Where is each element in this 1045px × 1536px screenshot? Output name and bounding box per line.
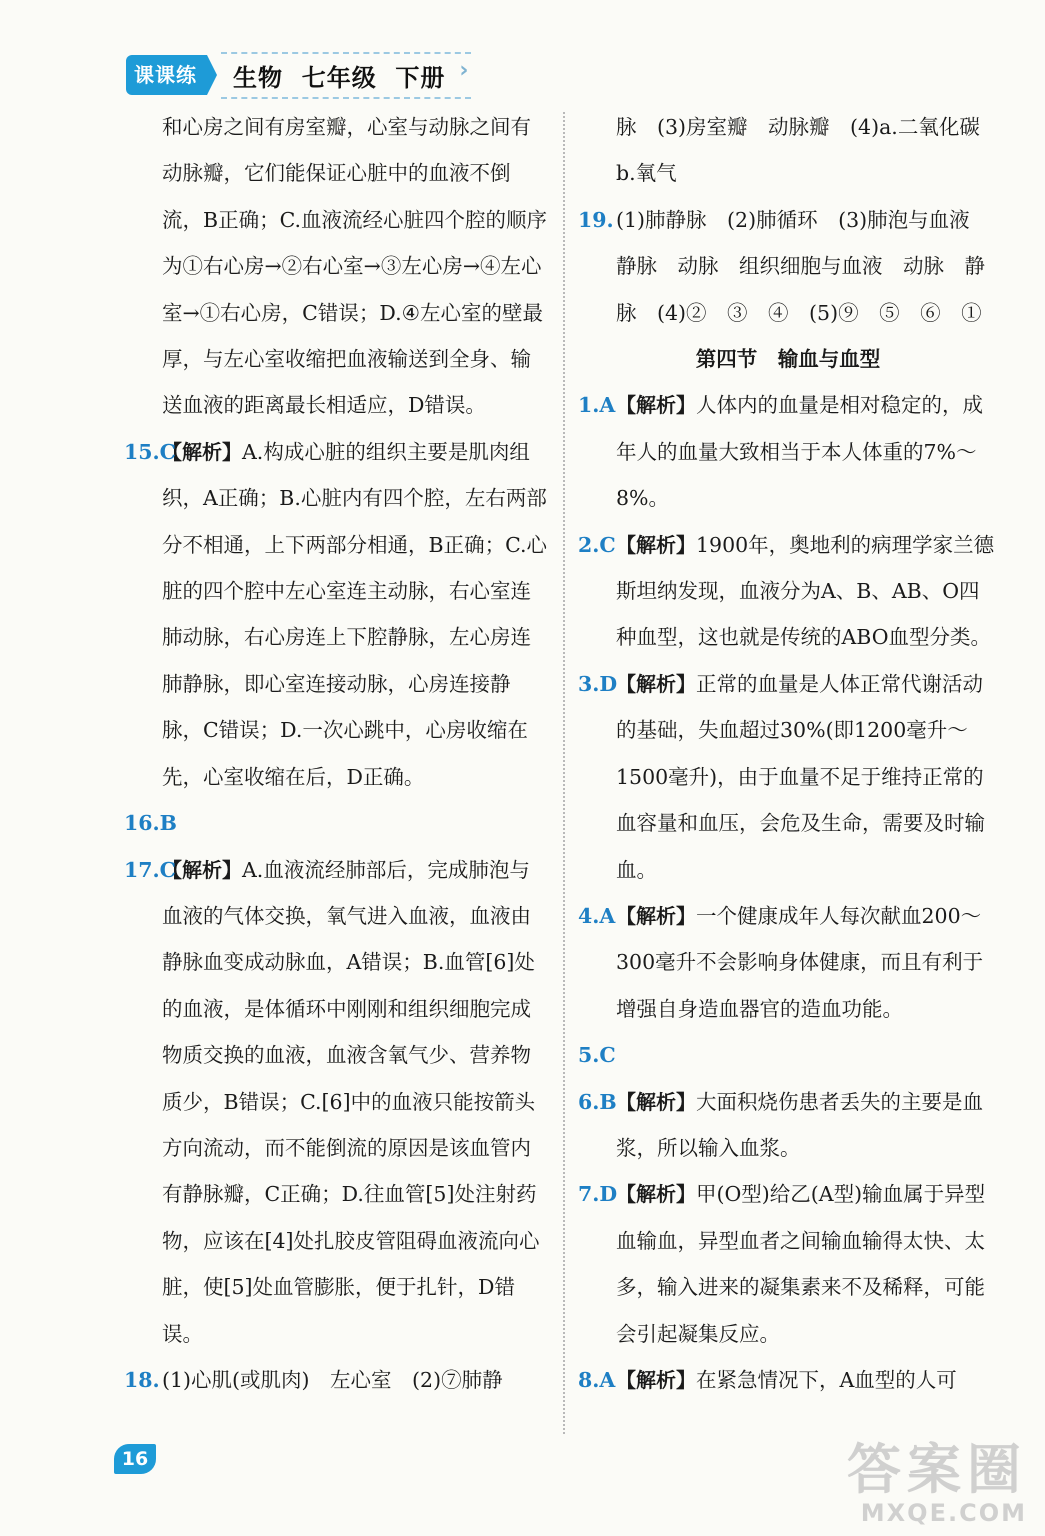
item-number: 1.A — [578, 393, 616, 418]
item-text: A.血液流经肺部后，完成肺泡与血液的气体交换，氧气进入血液，血液由静脉血变成动脉血，A错误；B.血管[6]处的血液，是体循环中刚刚和组织细胞完成物质交换的血液，血液含氧气少、营养物质少，B错误；C.[6]中的血液只能按箭头方向流动，而不能倒流的原因是该血管内有静脉瓣，C正确；D.往血管[5]处注射药物，应该在[4]处扎胶皮管阻碍血液流向心脏，使[5]处血管膨胀，便于扎针，D错误。 — [162, 857, 540, 1346]
item-text: 1900年，奥地利的病理学家兰德斯坦纳发现，血液分为A、B、AB、O四种血型，这也就是传统的ABO血型分类。 — [616, 532, 995, 650]
answer-item-2 — [578, 522, 998, 661]
item-text: (1)肺静脉 (2)肺循环 (3)肺泡与血液 静脉 动脉 组织细胞与血液 动脉 静脉 (4)② ③ ④ (5)⑨ ⑤ ⑥ ① — [616, 207, 991, 325]
analysis-label: 【解析】 — [162, 439, 242, 464]
continuation-text: 脉 (3)房室瓣 动脉瓣 (4)a.二氧化碳 b.氧气 — [616, 115, 1001, 186]
page-header — [126, 52, 471, 98]
analysis-label: 【解析】 — [162, 857, 242, 882]
column-divider — [563, 112, 565, 1434]
answer-item-3 — [578, 661, 998, 893]
item-text: (1)心肌(或肌肉) 左心室 (2)⑦肺静 — [162, 1367, 503, 1392]
answer-item-5 — [578, 1032, 998, 1078]
continuation-text: 和心房之间有房室瓣，心室与动脉之间有动脉瓣，它们能保证心脏中的血液不倒流，B正确；C.血液流经心脏四个腔的顺序为①右心房→②右心室→③左心房→④左心室→①右心房，C错误；D.④左心室的壁最厚，与左心室收缩把血液输送到全身、输送血液的距离最长相适应，D错误。 — [162, 115, 548, 418]
item-text: A.构成心脏的组织主要是肌肉组织，A正确；B.心脏内有四个腔，左右两部分不相通，上下两部分相通，B正确；C.心脏的四个腔中左心室连主动脉，右心室连肺动脉，右心房连上下腔静脉，左心房连肺静脉，即心室连接动脉，心房连接静脉，C错误；D.一次心跳中，心房收缩在先，心室收缩在后，D正确。 — [162, 439, 548, 789]
item-number: 8.A — [578, 1367, 616, 1392]
series-badge: 课课练 — [126, 55, 207, 95]
item-number: 2.C — [578, 532, 616, 557]
item-number: 17.C — [124, 857, 176, 882]
item-text: 大面积烧伤患者丢失的主要是血浆，所以输入血浆。 — [616, 1089, 983, 1160]
section-title: 第四节 输血与血型 — [695, 347, 881, 372]
answer-item-16 — [124, 800, 548, 846]
item-number: 5.C — [578, 1043, 616, 1068]
page-number: 16 — [114, 1444, 156, 1474]
item-text: 人体内的血量是相对稳定的，成年人的血量大致相当于本人体重的7%～8%。 — [616, 393, 983, 511]
answer-item-8 — [578, 1357, 998, 1403]
analysis-label: 【解析】 — [616, 393, 696, 418]
chevron-right-icon: › — [459, 57, 470, 83]
right-column — [578, 104, 1001, 1403]
item-text: 在紧急情况下，A血型的人可 — [696, 1367, 957, 1392]
item-text: 一个健康成年人每次献血200～300毫升不会影响身体健康，而且有利于增强自身造血器官的造血功能。 — [616, 903, 984, 1021]
analysis-label: 【解析】 — [616, 1089, 696, 1114]
subject-text: 生物 七年级 下册 — [233, 63, 446, 92]
analysis-label: 【解析】 — [616, 1367, 696, 1392]
left-column — [124, 104, 548, 1403]
answer-item-6 — [578, 1079, 998, 1172]
site-watermark — [847, 1440, 1027, 1526]
answer-item-18 — [124, 1357, 548, 1403]
analysis-label: 【解析】 — [616, 671, 696, 696]
analysis-label: 【解析】 — [616, 903, 696, 928]
answer-item-1 — [578, 382, 998, 521]
item-number: 16.B — [124, 811, 177, 836]
watermark-url: MXQE.COM — [860, 1499, 1027, 1527]
item-number: 6.B — [578, 1089, 617, 1114]
analysis-label: 【解析】 — [616, 532, 696, 557]
item-number: 19. — [578, 207, 614, 232]
answer-item-15 — [124, 429, 548, 800]
item-number: 4.A — [578, 903, 616, 928]
answer-item-4 — [578, 893, 998, 1032]
item-number: 15.C — [124, 439, 176, 464]
item-text: 正常的血量是人体正常代谢活动的基础，失血超过30%(即1200毫升～1500毫升)，由于血量不足于维持正常的血容量和血压，会危及生命，需要及时输血。 — [616, 671, 985, 882]
answer-item-19 — [578, 197, 998, 336]
subject-title — [221, 52, 471, 99]
watermark-logo-text: 答案圈 — [847, 1438, 1027, 1501]
analysis-label: 【解析】 — [616, 1182, 696, 1207]
item-number: 7.D — [578, 1182, 618, 1207]
answer-item-7 — [578, 1171, 998, 1357]
item-number: 3.D — [578, 671, 618, 696]
item-text: 甲(O型)给乙(A型)输血属于异型血输血，异型血者之间输血输得太快、太多，输入进来的凝集素来不及稀释，可能会引起凝集反应。 — [616, 1182, 986, 1346]
item-number: 18. — [124, 1367, 160, 1392]
answer-item-17 — [124, 847, 548, 1357]
